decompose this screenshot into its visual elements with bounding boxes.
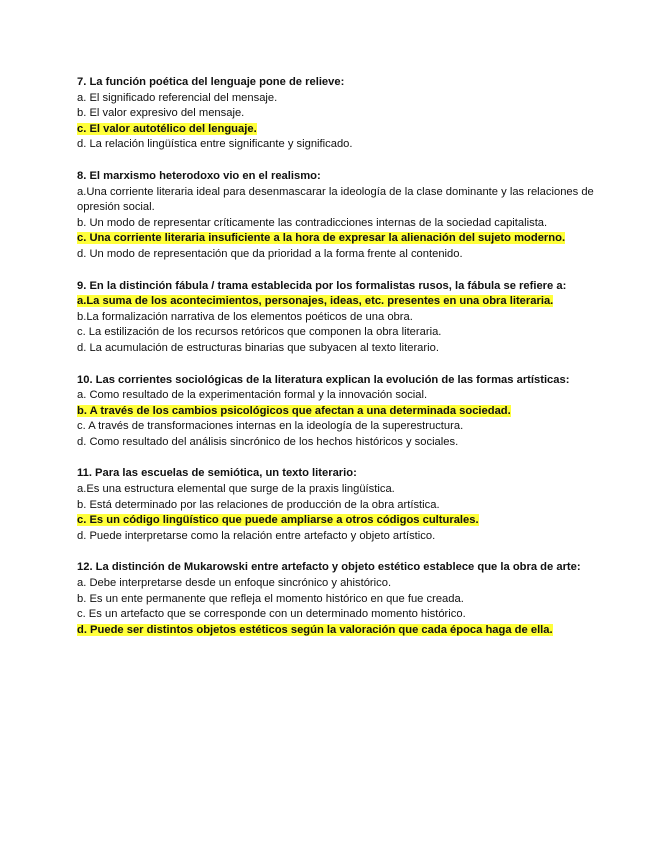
question-stem: 9. En la distinción fábula / trama establecida por los formalistas rusos, la fábula se refiere a: <box>77 279 567 292</box>
option-c-correct: c. El valor autotélico del lenguaje. <box>77 122 257 135</box>
question-stem: 10. Las corrientes sociológicas de la literatura explican la evolución de las formas artísticas: <box>77 373 570 386</box>
option-c: c. A través de transformaciones internas en la ideología de la superestructura. <box>77 420 464 433</box>
option-a-correct: a.La suma de los acontecimientos, personajes, ideas, etc. presentes en una obra literaria. <box>77 295 554 308</box>
option-d: d. Como resultado del análisis sincrónico de los hechos históricos y sociales. <box>77 435 459 448</box>
question-7 <box>77 75 595 153</box>
question-9 <box>77 279 595 357</box>
question-stem: 11. Para las escuelas de semiótica, un texto literario: <box>77 467 357 480</box>
option-b: b. El valor expresivo del mensaje. <box>77 107 245 120</box>
option-c: c. Es un artefacto que se corresponde con un determinado momento histórico. <box>77 608 466 621</box>
option-b: b. Está determinado por las relaciones de producción de la obra artística. <box>77 498 440 511</box>
question-10 <box>77 373 595 451</box>
option-a: a.Es una estructura elemental que surge de la praxis lingüística. <box>77 483 395 496</box>
option-c-correct: c. Una corriente literaria insuficiente a la hora de expresar la alienación del sujeto moderno. <box>77 232 566 245</box>
option-c-correct: c. Es un código lingüístico que puede ampliarse a otros códigos culturales. <box>77 514 479 527</box>
option-c: c. La estilización de los recursos retóricos que componen la obra literaria. <box>77 326 442 339</box>
question-8 <box>77 169 595 263</box>
question-12 <box>77 560 595 638</box>
option-d: d. La acumulación de estructuras binarias que subyacen al texto literario. <box>77 341 439 354</box>
option-a: a. Debe interpretarse desde un enfoque sincrónico y ahistórico. <box>77 577 392 590</box>
question-stem: 12. La distinción de Mukarowski entre artefacto y objeto estético establece que la obra de arte: <box>77 561 581 574</box>
option-d: d. La relación lingüística entre significante y significado. <box>77 138 353 151</box>
option-b-correct: b. A través de los cambios psicológicos que afectan a una determinada sociedad. <box>77 404 511 417</box>
option-d-correct: d. Puede ser distintos objetos estéticos según la valoración que cada época haga de ella. <box>77 623 553 636</box>
option-b: b.La formalización narrativa de los elementos poéticos de una obra. <box>77 310 413 323</box>
option-d: d. Puede interpretarse como la relación entre artefacto y objeto artístico. <box>77 529 436 542</box>
option-a: a. El significado referencial del mensaje. <box>77 91 278 104</box>
option-b: b. Es un ente permanente que refleja el momento histórico en que fue creada. <box>77 592 464 605</box>
option-a: a. Como resultado de la experimentación formal y la innovación social. <box>77 389 428 402</box>
question-11 <box>77 466 595 544</box>
question-stem: 8. El marxismo heterodoxo vio en el realismo: <box>77 169 321 182</box>
question-stem: 7. La función poética del lenguaje pone de relieve: <box>77 76 345 88</box>
option-b: b. Un modo de representar críticamente las contradicciones internas de la sociedad capitalista. <box>77 216 548 229</box>
option-d: d. Un modo de representación que da prioridad a la forma frente al contenido. <box>77 247 463 260</box>
option-a: a.Una corriente literaria ideal para desenmascarar la ideología de la clase dominante y las relaciones de opresión social. <box>77 185 594 214</box>
